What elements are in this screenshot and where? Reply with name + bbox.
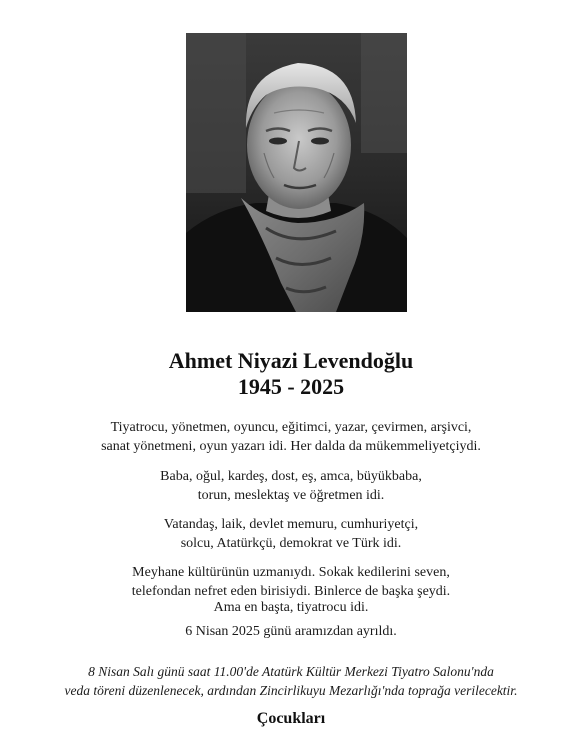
paragraph-theatre (0, 598, 582, 617)
paragraph-death-date (0, 622, 582, 641)
paragraph-line: Baba, oğul, kardeş, dost, eş, amca, büyükbaba, (160, 469, 422, 484)
paragraph-professions (0, 418, 582, 456)
paragraph-personality (0, 563, 582, 601)
paragraph-line: 6 Nisan 2025 günü aramızdan ayrıldı. (185, 624, 397, 639)
funeral-line: 8 Nisan Salı günü saat 11.00'de Atatürk Kültür Merkezi Tiyatro Salonu'nda (88, 664, 494, 679)
portrait-image (186, 33, 407, 312)
paragraph-family (0, 467, 582, 505)
life-years: 1945 - 2025 (237, 374, 345, 399)
paragraph-citizen (0, 515, 582, 553)
paragraph-line: Meyhane kültürünün uzmanıydı. Sokak kedilerini seven, (132, 565, 450, 580)
paragraph-line: Tiyatrocu, yönetmen, oyuncu, eğitimci, yazar, çevirmen, arşivci, (110, 420, 472, 435)
signature: Çocukları (256, 710, 326, 727)
portrait-photo (186, 33, 407, 312)
funeral-notice (0, 662, 582, 700)
paragraph-line: sanat yönetmeni, oyun yazarı idi. Her dalda da mükemmeliyetçiydi. (101, 439, 481, 454)
paragraph-line: torun, meslektaş ve öğretmen idi. (197, 488, 385, 503)
deceased-name: Ahmet Niyazi Levendoğlu (168, 348, 414, 373)
paragraph-line: solcu, Atatürkçü, demokrat ve Türk idi. (180, 536, 402, 551)
paragraph-line: Ama en başta, tiyatrocu idi. (213, 600, 369, 615)
paragraph-line: Vatandaş, laik, devlet memuru, cumhuriyetçi, (163, 517, 419, 532)
funeral-line: veda töreni düzenlenecek, ardından Zincirlikuyu Mezarlığı'nda toprağa verilecektir. (64, 683, 518, 698)
paragraph-line: telefondan nefret eden birisiydi. Binlerce de başka şeydi. (131, 584, 451, 599)
